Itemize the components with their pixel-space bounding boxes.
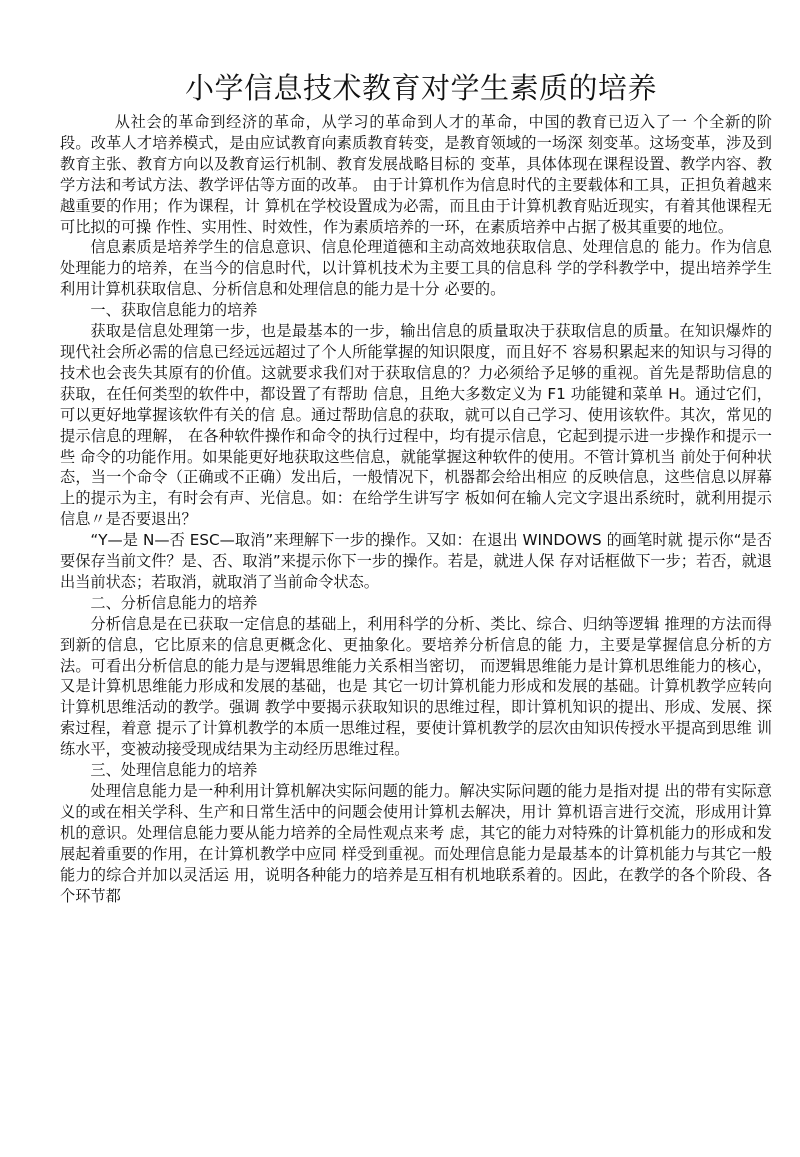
paragraph-intro: 从社会的革命到经济的革命，从学习的革命到人才的革命，中国的教育已迈入了一 个全新的阶段。改革人才培养模式，是由应试教育向素质教育转变，是教育领域的一场深 刻变革。这场变革，涉及到教育主张、教育方向以及教育运行机制、教育发展战略目标的 变革，具体体现在课程设置、教学内容、教学方法和考试方法、教学评估等方面的改革。 由于计算机作为信息时代的主要载体和工具，正担负着越来越重要的作用；作为课程，计 算机在学校设置成为必需，而且由于计算机教育贴近现实，有着其他课程无可比拟的可操 作性、实用性、时效性，作为素质培养的一环，在素质培养中占据了极其重要的地位。 — [60, 113, 772, 236]
paragraph-acquire-example: “Y—是 N—否 ESC—取消”来理解下一步的操作。又如：在退出 WINDOWS 的画笔时就 提示你“是否要保存当前文件？是、否、取消”来提示你下一步的操作。若是，就进人保 存对话框做下一步；若否，就退出当前状态；若取消，就取消了当前命令状态。 — [60, 531, 772, 591]
document-page — [60, 66, 772, 906]
paragraph-info-literacy: 信息素质是培养学生的信息意识、信息伦理道德和主动高效地获取信息、处理信息的 能力。作为信息处理能力的培养，在当今的信息时代，以计算机技术为主要工具的信息科 学的学科教学中，提出培养学生利用计算机获取信息、分析信息和处理信息的能力是十分 必要的。 — [60, 238, 772, 299]
paragraph-analyze: 分析信息是在已获取一定信息的基础上，利用科学的分析、类比、综合、归纳等逻辑 推理的方法而得到新的信息，它比原来的信息更概念化、更抽象化。要培养分析信息的能 力，主要是掌握信息分析的方法。可看出分析信息的能力是与逻辑思维能力关系相当密切， 而逻辑思维能力是计算机思维能力的核心，又是计算机思维能力形成和发展的基础，也是 其它一切计算机能力形成和发展的基础。计算机教学应转向计算机思维活动的教学。强调 教学中要揭示获取知识的思维过程，即计算机知识的提出、形成、发展、探索过程，着意 提示了计算机教学的本质一思维过程，要使计算机教学的层次由知识传授水平提高到思维 训练水平，变被动接受现成结果为主动经历思维过程。 — [60, 614, 772, 759]
document-body — [60, 112, 772, 906]
section-heading-analyze: 二、分析信息能力的培养 — [90, 593, 258, 612]
document-title: 小学信息技术教育对学生素质的培养 — [184, 71, 657, 105]
paragraph-acquire: 获取是信息处理第一步，也是最基本的一步，输出信息的质量取决于获取信息的质量。在知识爆炸的现代社会所必需的信息已经远远超过了个人所能掌握的知识限度，而且好不 容易积累起来的知识与习得的技术也会丧失其原有的价值。这就要求我们对于获取信息的？力必须给予足够的重视。首先是帮助信息的获取，在任何类型的软件中，都设置了有帮助 信息，且绝大多数定义为 F1 功能键和菜单 H。通过它们，可以更好地掌握该软件有关的信 息。通过帮助信息的获取，就可以自己学习、使用该软件。其次，常见的提示信息的理解， 在各种软件操作和命令的执行过程中，均有提示信息，它起到提示进一步操作和提示一些 命令的功能作用。如果能更好地获取这些信息，就能掌握这种软件的使用。不管计算机当 前处于何种状态，当一个命令（正确或不正确）发出后，一般情况下，机器都会给出相应 的反映信息，这些信息以屏幕上的提示为主，有时会有声、光信息。如：在给学生讲写字 板如何在输人完文字退出系统时，就利用提示信息〃是否要退出？ — [60, 322, 772, 529]
section-heading-process: 三、处理信息能力的培养 — [90, 761, 258, 780]
paragraph-process: 处理信息能力是一种利用计算机解决实际问题的能力。解决实际问题的能力是指对提 出的带有实际意义的或在相关学科、生产和日常生活中的问题会使用计算机去解决，用计 算机语言进行交流，形成用计算机的意识。处理信息能力要从能力培养的全局性观点来考 虑，其它的能力对特殊的计算机能力的形成和发展起着重要的作用，在计算机教学中应同 样受到重视。而处理信息能力是最基本的计算机能力与其它一般能力的综合并加以灵活运 用，说明各种能力的培养是互相有机地联系着的。因此，在教学的各个阶段、各个环节都 — [60, 782, 772, 905]
section-heading-acquire: 一、获取信息能力的培养 — [90, 301, 258, 320]
